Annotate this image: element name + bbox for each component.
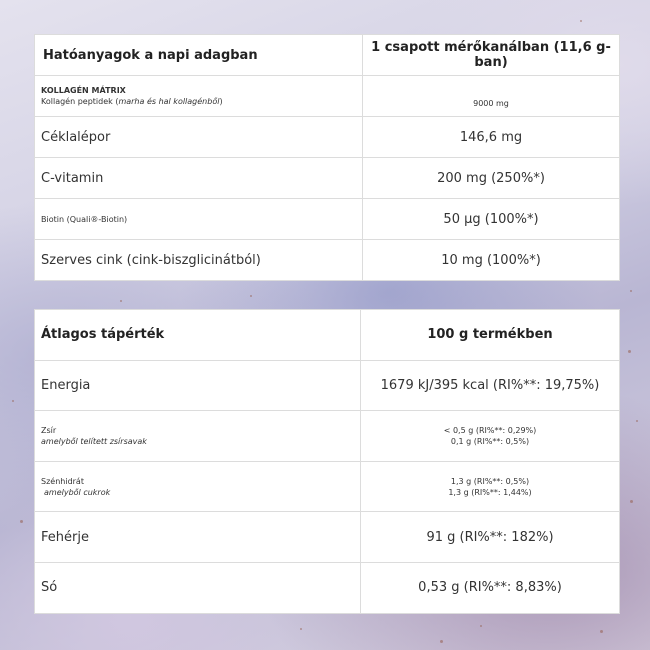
nutrition-table [34, 309, 620, 614]
column-header: Hatóanyagok a napi adagban [35, 35, 363, 76]
nutrient-sub-value: 0,1 g (RI%**: 0,5%) [450, 436, 530, 446]
ingredient-value: 10 mg (100%*) [363, 240, 620, 281]
table-header-row [35, 35, 620, 76]
background-speck [630, 500, 633, 503]
table-row [35, 199, 620, 240]
collagen-name-italic: marha és hal kollagénből [118, 97, 220, 106]
column-header: Átlagos tápérték [35, 310, 361, 361]
table-row [35, 117, 620, 158]
nutrient-value-cell [361, 461, 620, 512]
active-ingredients-table [34, 34, 620, 281]
column-header: 1 csapott mérőkanálban (11,6 g-ban) [363, 35, 620, 76]
nutrient-label: Szénhidrát [41, 476, 84, 486]
table-row [35, 461, 620, 512]
table-row [35, 411, 620, 462]
nutrient-value: < 0,5 g (RI%**: 0,29%) [443, 425, 537, 435]
nutrient-label: Só [35, 562, 361, 613]
background-speck [630, 290, 632, 292]
collagen-value: 9000 mg [363, 76, 620, 117]
collagen-title: KOLLAGÉN MÁTRIX [41, 86, 126, 95]
background-speck [628, 350, 631, 353]
nutrient-value-cell [361, 411, 620, 462]
table-row [35, 360, 620, 411]
ingredient-label: Szerves cink (cink-biszglicinátból) [35, 240, 363, 281]
nutrition-panel [34, 309, 620, 614]
nutrient-sub-value: 1,3 g (RI%**: 1,44%) [448, 487, 532, 497]
nutrient-value: 0,53 g (RI%**: 8,83%) [361, 562, 620, 613]
nutrient-label: Energia [35, 360, 361, 411]
nutrient-label: Fehérje [35, 512, 361, 563]
collagen-name-suffix: ) [219, 97, 223, 106]
collagen-name [41, 96, 356, 107]
table-row [35, 512, 620, 563]
ingredient-label: C-vitamin [35, 158, 363, 199]
ingredient-value: 146,6 mg [363, 117, 620, 158]
nutrient-label-cell [35, 461, 361, 512]
ingredient-label: Biotin (Quali®-Biotin) [35, 199, 363, 240]
background-speck [600, 630, 603, 633]
background-speck [250, 295, 252, 297]
nutrient-label: Zsír [41, 425, 57, 435]
nutrient-sub-label: amelyből telített zsírsavak [41, 436, 147, 446]
table-row [35, 76, 620, 117]
background-speck [300, 628, 302, 630]
background-speck [120, 300, 122, 302]
collagen-name-prefix: Kollagén peptidek ( [41, 97, 119, 106]
background-speck [636, 420, 638, 422]
active-ingredients-panel [34, 34, 620, 281]
column-header: 100 g termékben [361, 310, 620, 361]
background-speck [580, 20, 582, 22]
collagen-cell [35, 76, 363, 117]
ingredient-label: Céklalépor [35, 117, 363, 158]
ingredient-value: 200 mg (250%*) [363, 158, 620, 199]
table-row [35, 562, 620, 613]
background-speck [440, 640, 443, 643]
nutrient-sub-label: amelyből cukrok [44, 487, 111, 497]
background-speck [12, 400, 14, 402]
table-header-row [35, 310, 620, 361]
background-speck [20, 520, 23, 523]
nutrient-label-cell [35, 411, 361, 462]
ingredient-value: 50 µg (100%*) [363, 199, 620, 240]
nutrient-value: 1679 kJ/395 kcal (RI%**: 19,75%) [361, 360, 620, 411]
background-speck [480, 625, 482, 627]
nutrient-value: 91 g (RI%**: 182%) [361, 512, 620, 563]
nutrient-value: 1,3 g (RI%**: 0,5%) [450, 476, 530, 486]
table-row [35, 240, 620, 281]
table-row [35, 158, 620, 199]
